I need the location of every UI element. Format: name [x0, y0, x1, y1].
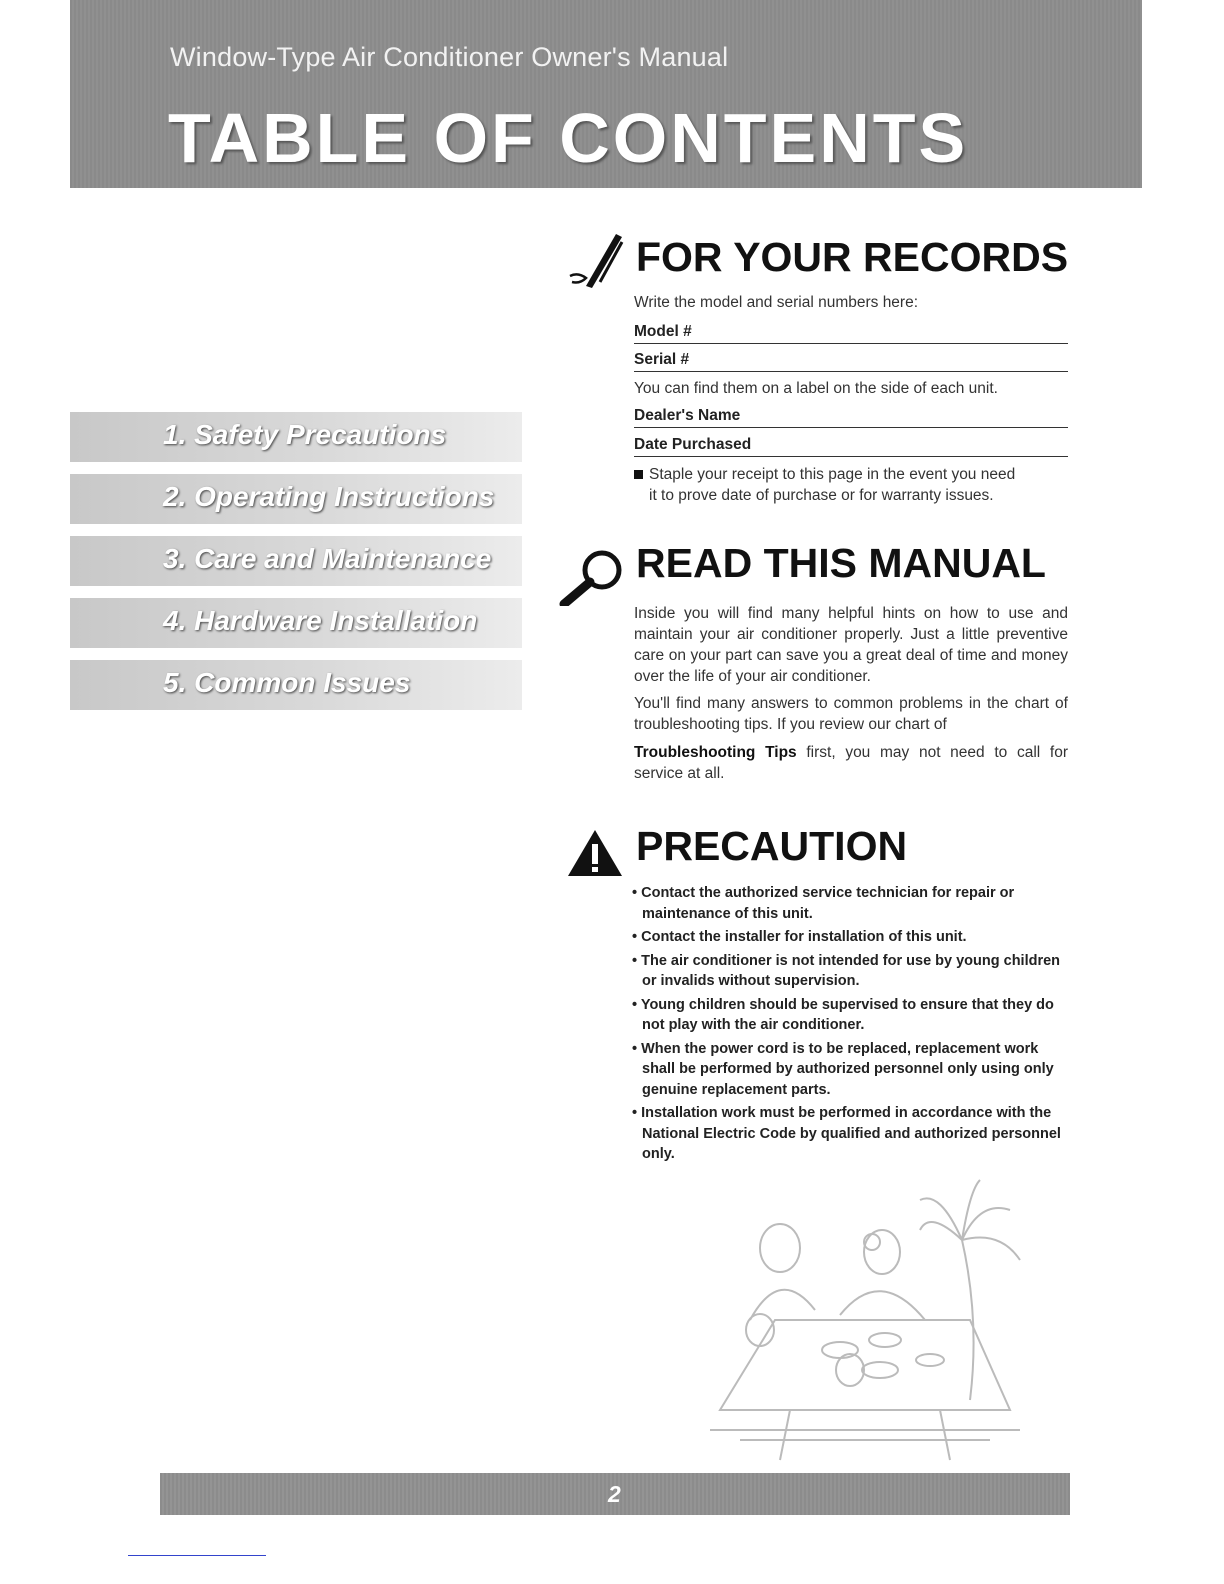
records-intro: Write the model and serial numbers here:	[634, 294, 919, 311]
troubleshooting-tips-link: Troubleshooting Tips	[634, 744, 797, 761]
precaution-list	[632, 883, 1070, 1168]
toc-item-label: 2. Operating Instructions	[163, 481, 495, 512]
toc-item-label: 4. Hardware Installation	[163, 605, 478, 636]
toc-item-label: 1. Safety Precautions	[163, 419, 447, 450]
precaution-title: PRECAUTION	[636, 823, 908, 869]
toc-item-care[interactable]	[70, 536, 522, 586]
manual-subtitle: Window-Type Air Conditioner Owner's Manual	[170, 42, 729, 72]
warning-icon	[566, 828, 624, 878]
pen-icon	[566, 228, 626, 294]
toc-item-label: 5. Common Issues	[163, 667, 411, 698]
dealer-label: Dealer's Name	[634, 407, 741, 424]
toc-item-safety[interactable]	[70, 412, 522, 462]
header-banner	[70, 0, 1142, 188]
dealer-field[interactable]	[634, 407, 1068, 428]
toc-item-operating[interactable]	[70, 474, 522, 524]
staple-note-line1: Staple your receipt to this page in the event you need	[649, 466, 1016, 483]
toc-item-issues[interactable]	[70, 660, 522, 710]
divider	[128, 1555, 266, 1556]
family-picnic-illustration	[680, 1170, 1050, 1465]
model-field[interactable]	[634, 323, 1068, 344]
date-label: Date Purchased	[634, 436, 752, 453]
magnifier-icon	[556, 548, 628, 606]
records-title: FOR YOUR RECORDS	[636, 234, 1069, 280]
date-field[interactable]	[634, 436, 1068, 457]
serial-field[interactable]	[634, 351, 1068, 372]
serial-label: Serial #	[634, 351, 690, 368]
page-number: 2	[608, 1481, 621, 1507]
list-item: • Installation work must be performed in accordance with the National Electric Code by qualified and authorized personnel only.	[632, 1105, 1061, 1162]
read-manual-para2: You'll find many answers to common problems in the chart of troubleshooting tips. If you review our chart of	[634, 695, 1068, 733]
read-manual-para3-rest: first, you may not need to call for service at all.	[634, 744, 1068, 782]
toc-item-hardware[interactable]	[70, 598, 522, 648]
read-manual-para1: Inside you will find many helpful hints on how to use and maintain your air conditioner properly. Just a little preventive care on your part can save you a great deal of time and money over the life of your air conditioner.	[634, 605, 1068, 685]
square-bullet-icon	[634, 470, 643, 479]
list-item: • The air conditioner is not intended for use by young children or invalids without supervision.	[632, 952, 1061, 989]
page-title: TABLE OF CONTENTS	[168, 99, 969, 177]
list-item: • When the power cord is to be replaced, replacement work shall be performed by authorized personnel only using only genuine replacement parts.	[632, 1040, 1054, 1098]
staple-note-line2: it to prove date of purchase or for warranty issues.	[649, 487, 994, 504]
model-label: Model #	[634, 323, 692, 340]
read-manual-title: READ THIS MANUAL	[636, 540, 1046, 586]
toc-item-label: 3. Care and Maintenance	[163, 543, 492, 574]
label-note: You can find them on a label on the side of each unit.	[634, 380, 998, 397]
list-item: • Young children should be supervised to ensure that they do not play with the air conditioner.	[632, 996, 1054, 1033]
footer-bar	[160, 1473, 1070, 1515]
list-item: • Contact the installer for installation of this unit.	[632, 929, 967, 945]
list-item: • Contact the authorized service technician for repair or maintenance of this unit.	[632, 885, 1015, 922]
read-manual-para3	[634, 742, 1068, 784]
staple-note	[634, 464, 1074, 506]
